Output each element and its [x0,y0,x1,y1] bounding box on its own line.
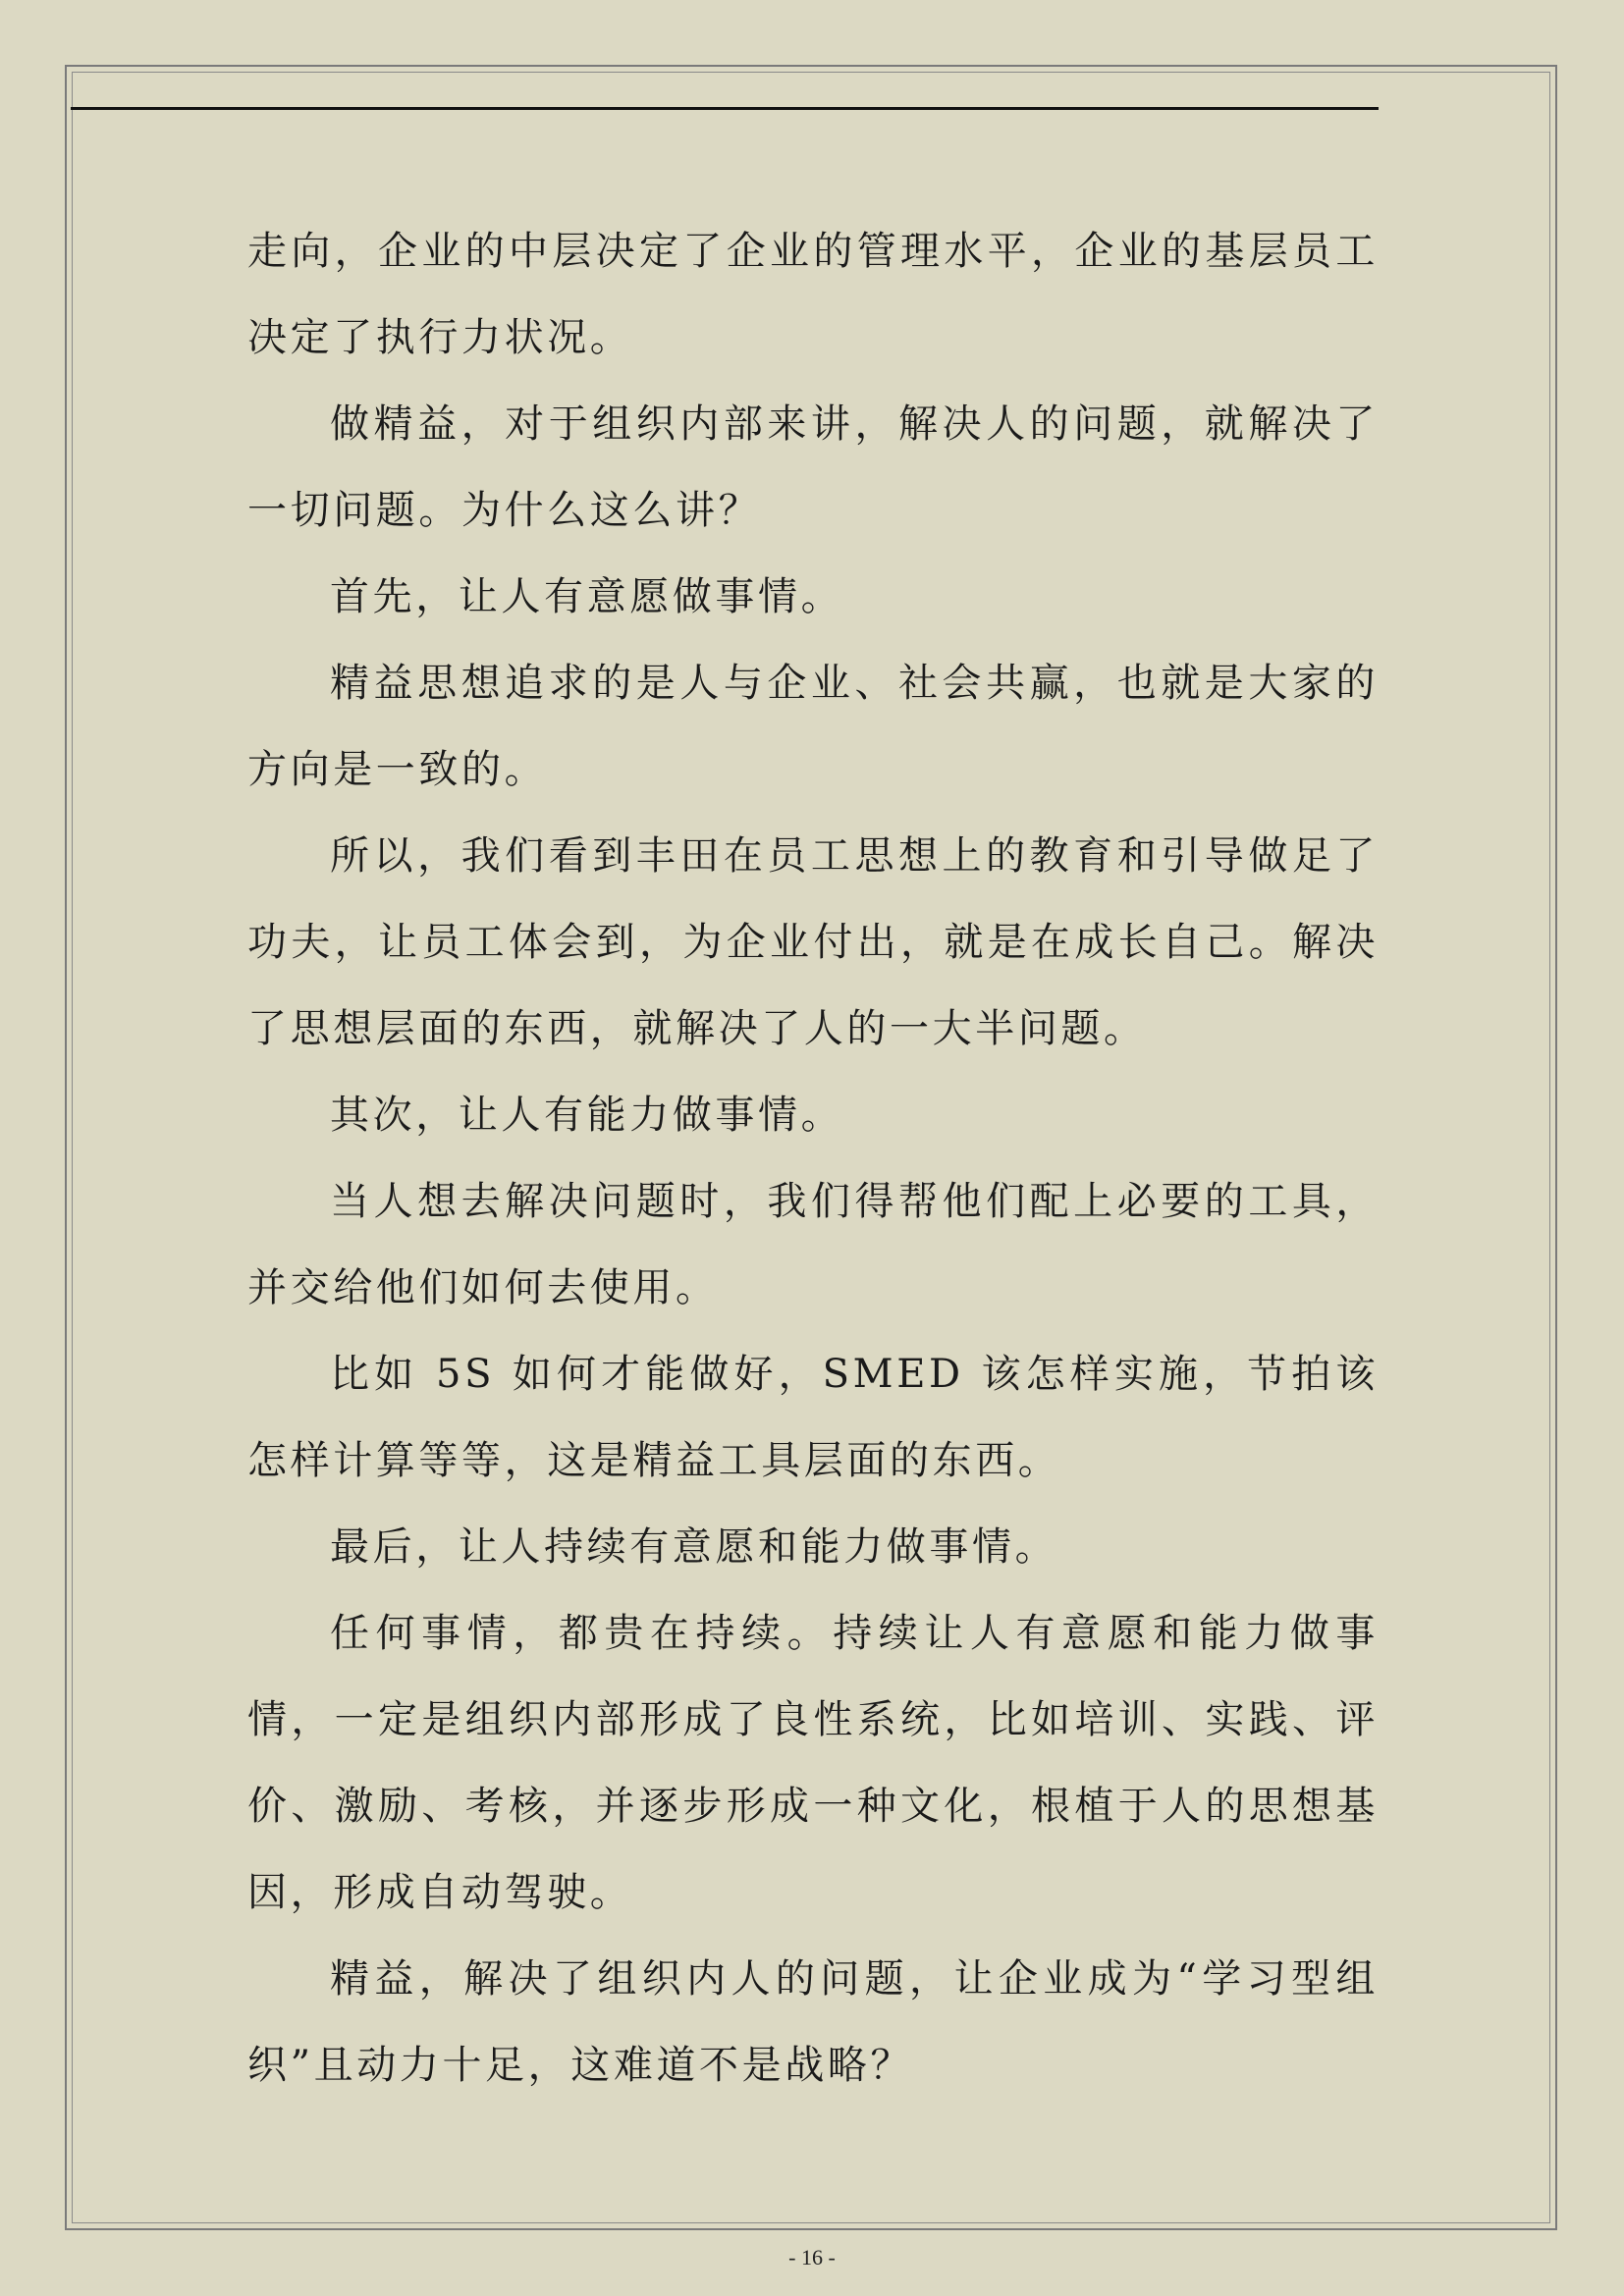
paragraph: 所以，我们看到丰田在员工思想上的教育和引导做足了功夫，让员工体会到，为企业付出，就是在成长自己。解决了思想层面的东西，就解决了人的一大半问题。 [247,833,1379,1051]
paragraph: 首先，让人有意愿做事情。 [330,574,844,619]
paragraph: 做精益，对于组织内部来讲，解决人的问题，就解决了一切问题。为什么这么讲？ [247,401,1379,533]
paragraph: 比如 5S 如何才能做好，SMED 该怎样实施，节拍该怎样计算等等，这是精益工具层面的东西。 [247,1352,1379,1483]
paragraph: 当人想去解决问题时，我们得帮他们配上必要的工具，并交给他们如何去使用。 [247,1179,1379,1310]
paragraph: 精益，解决了组织内人的问题，让企业成为“学习型组织”且动力十足，这难道不是战略？ [247,1956,1379,2088]
page-number: - 16 - [788,2245,836,2269]
paragraph: 走向，企业的中层决定了企业的管理水平，企业的基层员工决定了执行力状况。 [247,229,1379,360]
document-body [247,208,1379,2109]
paragraph: 任何事情，都贵在持续。持续让人有意愿和能力做事情，一定是组织内部形成了良性系统，比如培训、实践、评价、激励、考核，并逐步形成一种文化，根植于人的思想基因，形成自动驾驶。 [247,1611,1379,1915]
paragraph: 精益思想追求的是人与企业、社会共赢，也就是大家的方向是一致的。 [247,661,1379,792]
header-rule [71,107,1379,110]
paragraph: 最后，让人持续有意愿和能力做事情。 [330,1524,1058,1570]
paragraph: 其次，让人有能力做事情。 [330,1093,844,1138]
